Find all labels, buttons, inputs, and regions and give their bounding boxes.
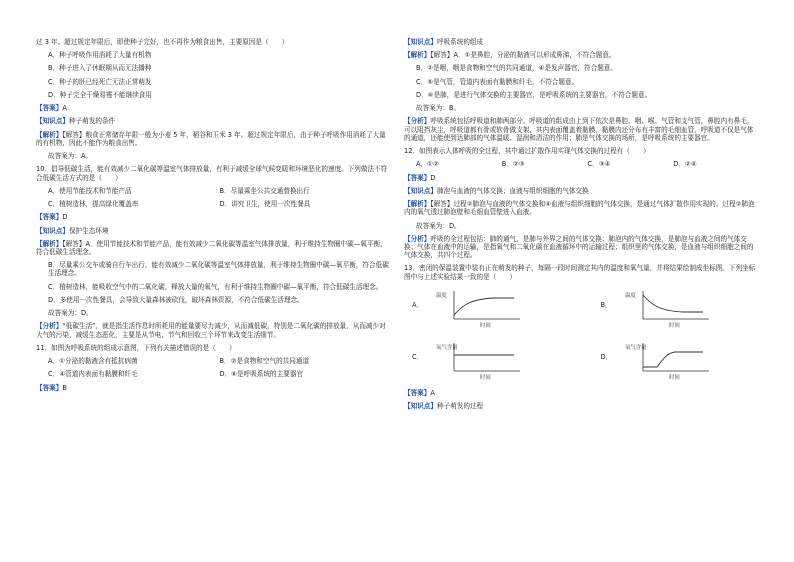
q11-explanation-b: B．②是咽，咽是食物和空气的共同通道，④是发声器官，符合题意。 [416,64,617,73]
q9-option-c: C．种子的胚已经死亡无法正常萌发 [48,77,152,86]
q10-options-row-1 [36,187,391,195]
q12-analysis: 【分析】呼吸的全过程包括：肺的通气，是肺与外界之间的气体交换；肺泡内的气体交换，是肺泡与血液之间的气体交换；气体在血液中的运输，是指氧气和二氧化碳在血液循环中的运输过程；组织里的气体交换，是血液与组织细胞之间的气体交换，共四个过程。 [404,234,754,260]
q12-knowledge-point: 【知识点】肺泡与血液的气体交换；血液与组织细胞的气体交换 [404,186,589,195]
q12-option-a: A．①② [416,160,439,169]
q13-graph-c-plot [434,339,524,381]
q11-option-c: C．④管道内表面有黏膜和纤毛 [48,370,138,379]
q13-graph-c-ylabel: 氧气含量 [436,344,458,351]
q13-graph-a [412,287,571,329]
q11-explanation-a: 【解析】【解答】A．①是鼻腔，分泌的黏液可以形成鼻涕，不符合题意。 [404,51,616,60]
q13-graph-a-curve [454,298,514,315]
q10-option-a: A．使用节能技术和节能产品 [48,186,132,195]
q13-graph-a-label: A． [412,300,424,309]
q13-graph-c [412,339,571,381]
q10-explanation-c: C．植树造林，能吸收空气中的二氧化碳，释放大量的氧气，有利于维持生物圈中碳—氧平衡，符合低碳生活理念。 [48,282,383,291]
q9-explanation: 【解析】【解答】粮食正常储存年限一般为小麦 5 年，稻谷和玉米 3 年。超过规定年限后，由于种子呼吸作用消耗了大量的有机物，因此不能作为粮食出售。 [36,130,386,147]
q11-explanation-c: C．⑤是气管，管道内表面有黏膜和纤毛，不符合题意。 [416,77,579,86]
q13-answer: 【答案】A [404,388,435,397]
q10-option-d: D．讲究卫生，使用一次性餐具 [219,200,311,209]
q12-explanation: 【解析】【解答】过程②肺泡与血液的气体交换和④血液与组织细胞的气体交换，是通过气体扩散作用实现的。过程②肺泡内的氧气透过肺泡壁和毛细血管壁进入血液。 [404,200,755,217]
q12-option-b: B．②③ [501,160,525,169]
q9-knowledge-point: 【知识点】种子萌发的条件 [36,117,116,126]
q11-knowledge-point: 【知识点】呼吸系统的组成 [404,38,484,46]
q9-option-d: D．种子完全干燥易霉不能继续食用 [48,90,152,99]
q9-conclusion: 故答案为：A。 [48,152,93,161]
q12-option-d: D．②④ [673,160,697,169]
right-column [404,38,759,415]
q10-option-b: B．尽量乘坐公共交通替换出行 [219,186,310,195]
q13-graph-b-label: B． [600,300,612,309]
q11-option-b: B．②是食物和空气的共同通道 [219,357,310,366]
q13-graph-d-xlabel: 时间 [668,374,680,381]
q13-graph-c-xlabel: 时间 [480,374,491,381]
q10-conclusion: 故答案为：D。 [48,309,93,318]
q11-explanation-d: D．⑥是肺，是进行气体交换的主要器官，是呼吸系统的主要器官，不符合题意。 [416,90,652,99]
q13-knowledge-point: 【知识点】种子萌发的过程 [404,402,484,411]
q13-graph-a-xlabel: 时间 [480,322,491,329]
q11-options-row-1 [36,357,391,365]
q11-answer: 【答案】B [36,383,67,392]
question-9-stem: 过 3 年。超过规定年限后，即使种子完好，也不再作为粮食出售，主要原因是（ ） [36,38,289,46]
question-13-stem: 13．密闭的保温装置中装有正在萌发的种子，每隔一段时间测定其内的温度和氧气量，并将结果绘制成坐标图。下列坐标图中与上述实验结果一致的是（ ） [404,264,756,281]
q12-conclusion: 故答案为：D。 [416,221,461,230]
q9-answer: 【答案】A [36,104,67,113]
q11-option-d: D．⑥是呼吸系统的主要器官 [219,370,304,379]
q13-graph-d-plot [623,339,713,381]
q12-option-c: C．③④ [587,160,611,169]
q9-option-b: B．种子进入了休眠期从而无法播种 [48,64,152,73]
question-12-stem: 12．如图表示人体呼吸的全过程，其中通过扩散作用实现气体交换的过程有（ ） [404,147,650,156]
q11-option-a: A．①分泌的黏液含有抵抗病菌 [48,357,138,366]
q13-graph-d [601,339,760,381]
q13-graph-d-label: D． [600,352,613,361]
q10-explanation-b: B．尽量乘公交车或骑自行车出行，能有效减少二氧化碳等温室气体排放量，利于维持生物圈中碳—氧平衡，符合低碳生活理念。 [48,261,389,278]
q13-graph-b-ylabel: 温度 [624,292,636,299]
q10-answer: 【答案】D [36,213,68,222]
q13-graph-b [601,287,760,329]
q13-graph-c-label: C． [412,352,424,361]
q10-knowledge-point: 【知识点】保护生态环境 [36,226,109,235]
q10-explanation-d: D．多使用一次性餐具，会导致大量森林被砍伐，破坏森林资源，不符合低碳生活理念。 [48,295,304,304]
q10-options-row-2 [36,200,391,208]
q13-graph-d-ylabel: 氧气含量 [624,344,647,351]
q13-graph-d-curve [643,352,703,367]
q10-explanation-a: 【解析】【解答】A．使用节能技术和节能产品，能有效减少二氧化碳等温室气体排放量，利于维持生物圈中碳—氧平衡，符合低碳生活理念。 [36,239,387,256]
question-10-stem: 10．倡导低碳生活，能有效减少二氧化碳等温室气体排放量，有利于减缓全球气候变暖和环境恶化的速度。下列做法不符合低碳生活方式的是（ ） [36,165,388,182]
left-column [36,38,391,397]
q11-conclusion: 故答案为：B。 [416,104,461,113]
q13-graph-a-ylabel: 温度 [436,292,447,299]
q12-options-row [404,160,759,168]
q13-graph-b-xlabel: 时间 [668,322,680,329]
q13-graph-b-curve [643,295,703,312]
q13-graph-a-plot [434,287,524,329]
q10-option-c: C．植树造林，提高绿化覆盖率 [48,200,139,209]
q13-option-graphs [404,287,759,381]
q11-options-row-2 [36,370,391,378]
q9-option-a: A．种子呼吸作用消耗了大量有机物 [48,51,152,60]
q11-analysis: 【分析】呼吸系统包括呼吸道和肺两部分。呼吸道的组成由上到下依次是鼻腔、咽、喉、气管和支气管，鼻腔内有鼻毛，可以阻挡灰尘，呼吸道都有骨或软骨做支架，其内表面覆盖着黏膜，黏膜内还分布有丰富的毛细血管，呼吸道不仅是气体的通道，还能使到达肺部的气体温暖、湿润和清洁的作用；肺是气体交换的场所，是呼吸系统的主要器官。 [404,117,754,142]
question-11-stem: 11．如图为呼吸系统的组成示意图，下列有关描述错误的是（ ） [36,343,236,352]
q10-analysis: 【分析】“低碳生活”，就是指生活作息时所耗用的能量要尽力减少，从而减低碳，特别是二氧化碳的排放量，从而减少对大气的污染，减缓生态恶化，主要是从节电、节气和回收三个环节来改变生活细节。 [36,322,386,339]
q13-graph-b-plot [623,287,713,329]
q12-answer: 【答案】D [404,173,436,182]
